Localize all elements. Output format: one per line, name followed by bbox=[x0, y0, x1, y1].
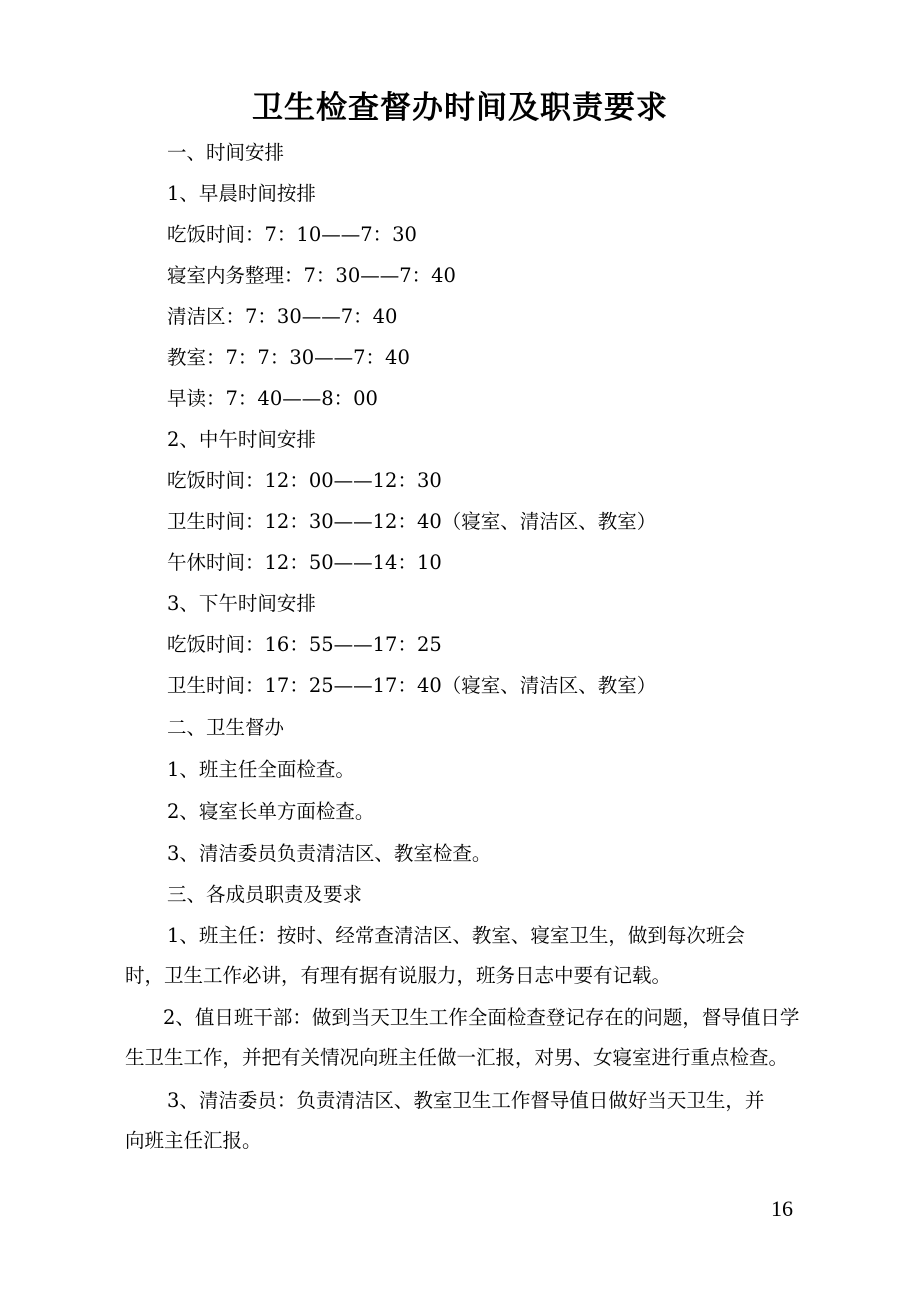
document-title: 卫生检查督办时间及职责要求 bbox=[252, 90, 668, 126]
schedule-line: 吃饭时间：16：55——17：25 bbox=[167, 633, 442, 656]
schedule-line: 卫生时间：17：25——17：40（寝室、清洁区、教室） bbox=[167, 674, 657, 697]
schedule-line: 早读：7：40——8：00 bbox=[167, 387, 378, 410]
duty-paragraph-line: 3、清洁委员：负责清洁区、教室卫生工作督导值日做好当天卫生，并 bbox=[167, 1089, 765, 1112]
section-heading-supervision: 二、卫生督办 bbox=[167, 716, 285, 739]
section-heading-schedule: 一、时间安排 bbox=[167, 141, 285, 164]
page-number: 16 bbox=[771, 1196, 793, 1221]
duty-paragraph-line: 1、班主任：按时、经常查清洁区、教室、寝室卫生，做到每次班会 bbox=[167, 924, 745, 947]
supervision-item: 2、寝室长单方面检查。 bbox=[167, 800, 375, 823]
duty-paragraph-line: 2、值日班干部：做到当天卫生工作全面检查登记存在的问题，督导值日学 bbox=[163, 1006, 800, 1029]
schedule-line: 寝室内务整理：7：30——7：40 bbox=[167, 264, 456, 287]
schedule-line: 教室：7：7：30——7：40 bbox=[167, 346, 410, 369]
duty-paragraph-line: 生卫生工作，并把有关情况向班主任做一汇报，对男、女寝室进行重点检查。 bbox=[125, 1046, 789, 1069]
duty-paragraph-line: 时，卫生工作必讲，有理有据有说服力，班务日志中要有记载。 bbox=[125, 964, 672, 987]
subsection-heading-afternoon: 3、下午时间安排 bbox=[167, 592, 316, 615]
subsection-heading-noon: 2、中午时间安排 bbox=[167, 428, 316, 451]
section-heading-duties: 三、各成员职责及要求 bbox=[167, 883, 363, 906]
supervision-item: 3、清洁委员负责清洁区、教室检查。 bbox=[167, 842, 492, 865]
supervision-item: 1、班主任全面检查。 bbox=[167, 758, 355, 781]
schedule-line: 午休时间：12：50——14：10 bbox=[167, 551, 442, 574]
schedule-line: 卫生时间：12：30——12：40（寝室、清洁区、教室） bbox=[167, 510, 657, 533]
schedule-line: 清洁区：7：30——7：40 bbox=[167, 305, 398, 328]
schedule-line: 吃饭时间：12：00——12：30 bbox=[167, 469, 442, 492]
schedule-line: 吃饭时间：7：10——7：30 bbox=[167, 223, 417, 246]
subsection-heading-morning: 1、早晨时间按排 bbox=[167, 182, 316, 205]
duty-paragraph-line: 向班主任汇报。 bbox=[125, 1129, 262, 1152]
